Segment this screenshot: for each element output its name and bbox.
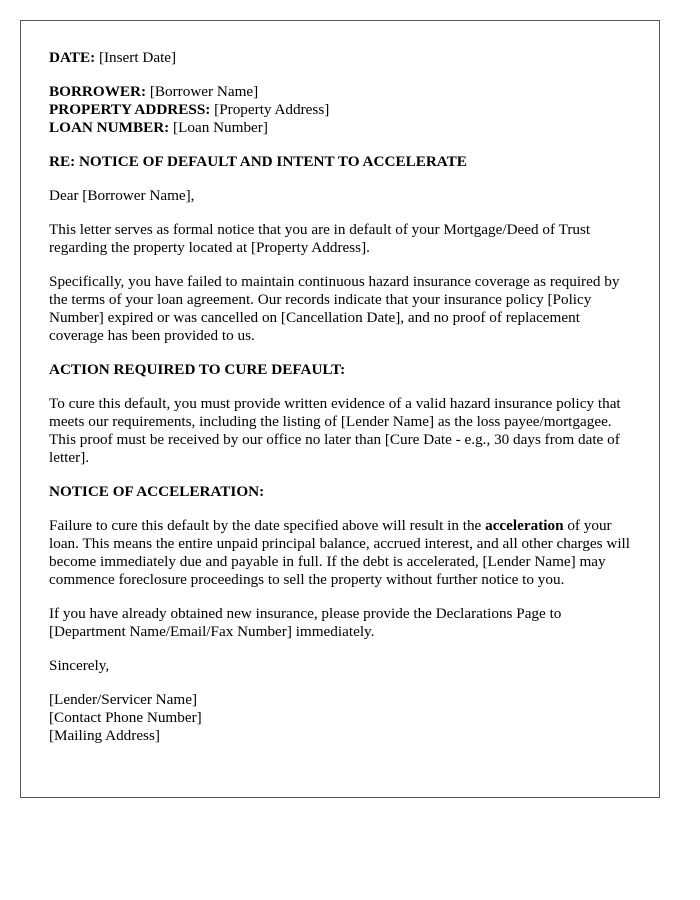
property-address-value: [Property Address] (210, 101, 330, 118)
date-value: [Insert Date] (95, 49, 177, 66)
cure-paragraph: To cure this default, you must provide written evidence of a valid hazard insurance policy that meets our requirements, including the listing of [Lender Name] as the loss payee/mortgagee. This proof must be received by our office no later than [Cure Date - e.g., 30 days from date of letter]. (49, 395, 621, 466)
date-block (49, 49, 631, 67)
subject-line: RE: NOTICE OF DEFAULT AND INTENT TO ACCELERATE (49, 153, 467, 170)
borrower-label: BORROWER: (49, 83, 147, 100)
letter-document (20, 20, 660, 798)
loan-number-line (49, 119, 631, 137)
intro-paragraph: This letter serves as formal notice that you are in default of your Mortgage/Deed of Trust regarding the property located at [Property Address]. (49, 221, 591, 256)
insurance-paragraph: If you have already obtained new insurance, please provide the Declarations Page to [Department Name/Email/Fax Number] immediately. (49, 605, 562, 640)
borrower-line (49, 83, 631, 101)
loan-number-label: LOAN NUMBER: (49, 119, 170, 136)
acceleration-heading: NOTICE OF ACCELERATION: (49, 483, 265, 500)
acceleration-paragraph (49, 517, 631, 589)
property-address-line (49, 101, 631, 119)
specifics-paragraph: Specifically, you have failed to maintain continuous hazard insurance coverage as required by the terms of your loan agreement. Our records indicate that your insurance policy [Policy Number] expired or was cancelled on [Cancellation Date], and no proof of replacement coverage has been provided to us. (49, 273, 620, 344)
acceleration-text-after: of your loan. This means the entire unpaid principal balance, accrued interest, and all other charges will become immediately due and payable in full. If the debt is accelerated, [Lender Name] may commence foreclosure proceedings to sell the property without further notice to you. (49, 517, 630, 588)
borrower-value: [Borrower Name] (146, 83, 259, 100)
date-line (49, 49, 631, 67)
action-required-heading: ACTION REQUIRED TO CURE DEFAULT: (49, 361, 346, 378)
borrower-info-block (49, 83, 631, 137)
signature-block (49, 691, 631, 745)
valediction: Sincerely, (49, 657, 110, 674)
mailing-address: [Mailing Address] (49, 727, 160, 744)
acceleration-emphasis: acceleration (485, 517, 564, 534)
contact-phone: [Contact Phone Number] (49, 709, 202, 726)
servicer-name: [Lender/Servicer Name] (49, 691, 197, 708)
acceleration-text-before: Failure to cure this default by the date specified above will result in the (49, 517, 486, 534)
salutation: Dear [Borrower Name], (49, 187, 195, 204)
loan-number-value: [Loan Number] (169, 119, 268, 136)
property-address-label: PROPERTY ADDRESS: (49, 101, 211, 118)
date-label: DATE: (49, 49, 96, 66)
